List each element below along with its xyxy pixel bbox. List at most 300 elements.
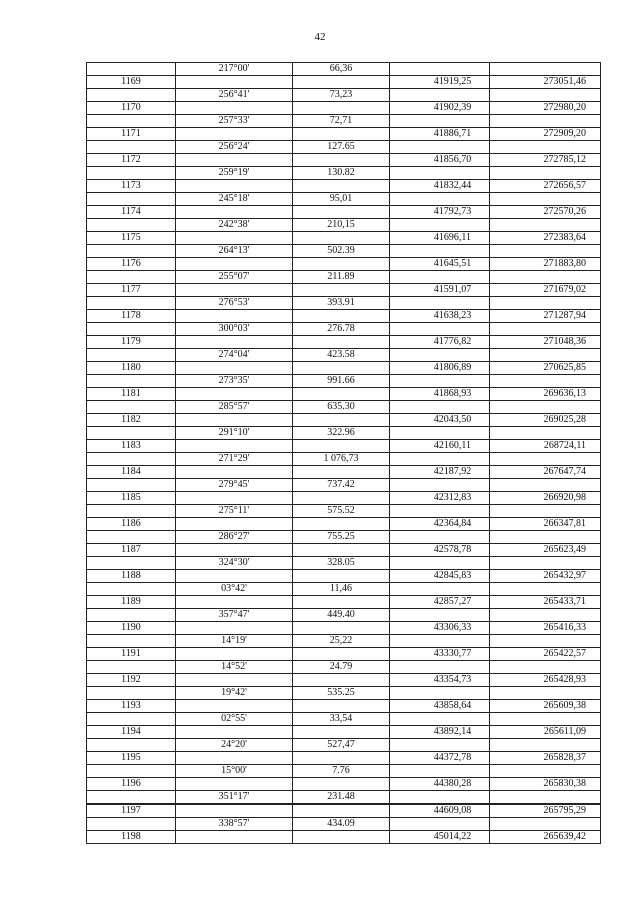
angle-cell: 285°57' bbox=[176, 401, 293, 414]
y-cell bbox=[490, 219, 601, 232]
y-cell bbox=[490, 245, 601, 258]
angle-cell: 300°03' bbox=[176, 323, 293, 336]
point-cell: 1197 bbox=[87, 804, 176, 818]
angle-cell bbox=[176, 492, 293, 505]
distance-cell bbox=[293, 726, 390, 739]
point-cell bbox=[87, 765, 176, 778]
y-cell: 268724,11 bbox=[490, 440, 601, 453]
y-cell: 271679,02 bbox=[490, 284, 601, 297]
point-cell bbox=[87, 115, 176, 128]
point-row bbox=[87, 700, 601, 713]
y-cell bbox=[490, 271, 601, 284]
x-cell: 42312,83 bbox=[390, 492, 490, 505]
leg-row bbox=[87, 583, 601, 596]
angle-cell: 256°41' bbox=[176, 89, 293, 102]
point-row bbox=[87, 804, 601, 818]
distance-cell bbox=[293, 388, 390, 401]
y-cell bbox=[490, 791, 601, 805]
y-cell bbox=[490, 635, 601, 648]
y-cell bbox=[490, 583, 601, 596]
distance-cell: 535.25 bbox=[293, 687, 390, 700]
distance-cell bbox=[293, 232, 390, 245]
angle-cell bbox=[176, 102, 293, 115]
angle-cell: 286°27' bbox=[176, 531, 293, 544]
point-cell: 1187 bbox=[87, 544, 176, 557]
y-cell bbox=[490, 505, 601, 518]
angle-cell bbox=[176, 622, 293, 635]
y-cell bbox=[490, 115, 601, 128]
y-cell: 265795,29 bbox=[490, 804, 601, 818]
point-cell: 1188 bbox=[87, 570, 176, 583]
angle-cell bbox=[176, 466, 293, 479]
distance-cell: 991.66 bbox=[293, 375, 390, 388]
distance-cell bbox=[293, 440, 390, 453]
point-row bbox=[87, 831, 601, 844]
distance-cell: 1 076,73 bbox=[293, 453, 390, 466]
x-cell: 41638,23 bbox=[390, 310, 490, 323]
x-cell: 41832,44 bbox=[390, 180, 490, 193]
distance-cell: 575.52 bbox=[293, 505, 390, 518]
distance-cell: 393.91 bbox=[293, 297, 390, 310]
x-cell: 42160,11 bbox=[390, 440, 490, 453]
x-cell bbox=[390, 687, 490, 700]
y-cell bbox=[490, 818, 601, 831]
y-cell bbox=[490, 479, 601, 492]
point-row bbox=[87, 128, 601, 141]
x-cell: 43330,77 bbox=[390, 648, 490, 661]
leg-row bbox=[87, 739, 601, 752]
distance-cell: 11,46 bbox=[293, 583, 390, 596]
distance-cell: 72,71 bbox=[293, 115, 390, 128]
x-cell: 43354,73 bbox=[390, 674, 490, 687]
y-cell: 271048,36 bbox=[490, 336, 601, 349]
leg-row bbox=[87, 427, 601, 440]
x-cell: 41856,70 bbox=[390, 154, 490, 167]
angle-cell: 257°33' bbox=[176, 115, 293, 128]
y-cell bbox=[490, 349, 601, 362]
point-cell: 1180 bbox=[87, 362, 176, 375]
angle-cell: 14°19' bbox=[176, 635, 293, 648]
y-cell bbox=[490, 141, 601, 154]
y-cell bbox=[490, 167, 601, 180]
point-cell: 1181 bbox=[87, 388, 176, 401]
distance-cell bbox=[293, 648, 390, 661]
point-row bbox=[87, 570, 601, 583]
angle-cell bbox=[176, 336, 293, 349]
point-row bbox=[87, 752, 601, 765]
x-cell bbox=[390, 349, 490, 362]
y-cell: 272570,26 bbox=[490, 206, 601, 219]
point-row bbox=[87, 102, 601, 115]
angle-cell bbox=[176, 831, 293, 844]
distance-cell: 25,22 bbox=[293, 635, 390, 648]
angle-cell: 351°17' bbox=[176, 791, 293, 805]
angle-cell bbox=[176, 804, 293, 818]
leg-row bbox=[87, 531, 601, 544]
point-cell bbox=[87, 89, 176, 102]
x-cell: 41696,11 bbox=[390, 232, 490, 245]
x-cell: 45014,22 bbox=[390, 831, 490, 844]
angle-cell bbox=[176, 674, 293, 687]
point-cell bbox=[87, 167, 176, 180]
point-cell bbox=[87, 739, 176, 752]
x-cell bbox=[390, 791, 490, 805]
angle-cell bbox=[176, 180, 293, 193]
angle-cell bbox=[176, 232, 293, 245]
leg-row bbox=[87, 193, 601, 206]
x-cell: 41886,71 bbox=[390, 128, 490, 141]
angle-cell bbox=[176, 700, 293, 713]
leg-row bbox=[87, 453, 601, 466]
angle-cell: 15°00' bbox=[176, 765, 293, 778]
x-cell bbox=[390, 193, 490, 206]
distance-cell bbox=[293, 831, 390, 844]
angle-cell bbox=[176, 778, 293, 791]
leg-row bbox=[87, 505, 601, 518]
x-cell: 41645,51 bbox=[390, 258, 490, 271]
point-cell: 1195 bbox=[87, 752, 176, 765]
x-cell bbox=[390, 739, 490, 752]
point-row bbox=[87, 778, 601, 791]
x-cell: 42187,92 bbox=[390, 466, 490, 479]
y-cell: 272909,20 bbox=[490, 128, 601, 141]
y-cell bbox=[490, 713, 601, 726]
angle-cell bbox=[176, 310, 293, 323]
x-cell bbox=[390, 818, 490, 831]
y-cell bbox=[490, 323, 601, 336]
point-row bbox=[87, 206, 601, 219]
x-cell: 42578,78 bbox=[390, 544, 490, 557]
x-cell bbox=[390, 323, 490, 336]
y-cell bbox=[490, 401, 601, 414]
y-cell: 273051,46 bbox=[490, 76, 601, 89]
angle-cell bbox=[176, 128, 293, 141]
point-cell: 1171 bbox=[87, 128, 176, 141]
y-cell bbox=[490, 661, 601, 674]
point-row bbox=[87, 180, 601, 193]
x-cell bbox=[390, 427, 490, 440]
x-cell bbox=[390, 635, 490, 648]
point-cell bbox=[87, 531, 176, 544]
angle-cell: 14°52' bbox=[176, 661, 293, 674]
distance-cell: 127.65 bbox=[293, 141, 390, 154]
leg-row bbox=[87, 63, 601, 76]
y-cell: 271883,80 bbox=[490, 258, 601, 271]
distance-cell: 210,15 bbox=[293, 219, 390, 232]
distance-cell bbox=[293, 76, 390, 89]
point-cell bbox=[87, 505, 176, 518]
point-cell: 1190 bbox=[87, 622, 176, 635]
x-cell bbox=[390, 505, 490, 518]
distance-cell: 449.40 bbox=[293, 609, 390, 622]
distance-cell: 755.25 bbox=[293, 531, 390, 544]
angle-cell bbox=[176, 752, 293, 765]
point-cell: 1170 bbox=[87, 102, 176, 115]
distance-cell: 95,01 bbox=[293, 193, 390, 206]
x-cell bbox=[390, 401, 490, 414]
point-row bbox=[87, 492, 601, 505]
distance-cell bbox=[293, 570, 390, 583]
distance-cell bbox=[293, 700, 390, 713]
point-row bbox=[87, 310, 601, 323]
x-cell bbox=[390, 713, 490, 726]
leg-row bbox=[87, 323, 601, 336]
point-row bbox=[87, 258, 601, 271]
point-cell bbox=[87, 427, 176, 440]
point-cell bbox=[87, 661, 176, 674]
point-row bbox=[87, 76, 601, 89]
coordinates-table bbox=[86, 62, 601, 844]
leg-row bbox=[87, 297, 601, 310]
distance-cell bbox=[293, 544, 390, 557]
angle-cell bbox=[176, 544, 293, 557]
angle-cell: 274°04' bbox=[176, 349, 293, 362]
y-cell bbox=[490, 739, 601, 752]
distance-cell bbox=[293, 128, 390, 141]
distance-cell: 7.76 bbox=[293, 765, 390, 778]
leg-row bbox=[87, 609, 601, 622]
y-cell: 267647,74 bbox=[490, 466, 601, 479]
point-cell: 1186 bbox=[87, 518, 176, 531]
angle-cell bbox=[176, 362, 293, 375]
angle-cell: 271°29' bbox=[176, 453, 293, 466]
point-cell bbox=[87, 609, 176, 622]
angle-cell bbox=[176, 570, 293, 583]
x-cell: 42043,50 bbox=[390, 414, 490, 427]
leg-row bbox=[87, 245, 601, 258]
angle-cell bbox=[176, 518, 293, 531]
distance-cell bbox=[293, 804, 390, 818]
x-cell: 41776,82 bbox=[390, 336, 490, 349]
angle-cell: 19°42' bbox=[176, 687, 293, 700]
y-cell: 265416,33 bbox=[490, 622, 601, 635]
distance-cell: 130.82 bbox=[293, 167, 390, 180]
y-cell: 272980,20 bbox=[490, 102, 601, 115]
y-cell: 265428,93 bbox=[490, 674, 601, 687]
x-cell bbox=[390, 765, 490, 778]
point-row bbox=[87, 648, 601, 661]
distance-cell bbox=[293, 518, 390, 531]
point-cell bbox=[87, 219, 176, 232]
angle-cell: 338°57' bbox=[176, 818, 293, 831]
x-cell: 43858,64 bbox=[390, 700, 490, 713]
y-cell bbox=[490, 453, 601, 466]
angle-cell: 03°42' bbox=[176, 583, 293, 596]
distance-cell: 66,36 bbox=[293, 63, 390, 76]
point-cell bbox=[87, 479, 176, 492]
point-cell bbox=[87, 713, 176, 726]
y-cell: 271287,94 bbox=[490, 310, 601, 323]
y-cell: 265828,37 bbox=[490, 752, 601, 765]
distance-cell bbox=[293, 102, 390, 115]
angle-cell: 324°30' bbox=[176, 557, 293, 570]
point-cell bbox=[87, 245, 176, 258]
y-cell: 265623,49 bbox=[490, 544, 601, 557]
point-cell bbox=[87, 818, 176, 831]
distance-cell bbox=[293, 596, 390, 609]
y-cell: 265433,71 bbox=[490, 596, 601, 609]
point-row bbox=[87, 466, 601, 479]
point-row bbox=[87, 622, 601, 635]
angle-cell: 357°47' bbox=[176, 609, 293, 622]
y-cell bbox=[490, 427, 601, 440]
point-cell: 1182 bbox=[87, 414, 176, 427]
distance-cell: 635.30 bbox=[293, 401, 390, 414]
point-row bbox=[87, 674, 601, 687]
distance-cell: 73,23 bbox=[293, 89, 390, 102]
point-cell bbox=[87, 635, 176, 648]
angle-cell bbox=[176, 76, 293, 89]
distance-cell: 276.78 bbox=[293, 323, 390, 336]
y-cell: 266920,98 bbox=[490, 492, 601, 505]
point-cell: 1169 bbox=[87, 76, 176, 89]
x-cell bbox=[390, 583, 490, 596]
distance-cell: 502.39 bbox=[293, 245, 390, 258]
y-cell: 265432,97 bbox=[490, 570, 601, 583]
y-cell bbox=[490, 765, 601, 778]
distance-cell: 211.89 bbox=[293, 271, 390, 284]
point-cell: 1179 bbox=[87, 336, 176, 349]
x-cell bbox=[390, 63, 490, 76]
angle-cell bbox=[176, 258, 293, 271]
leg-row bbox=[87, 661, 601, 674]
x-cell bbox=[390, 375, 490, 388]
y-cell: 265639,42 bbox=[490, 831, 601, 844]
distance-cell: 328.05 bbox=[293, 557, 390, 570]
point-cell: 1175 bbox=[87, 232, 176, 245]
leg-row bbox=[87, 167, 601, 180]
point-cell bbox=[87, 687, 176, 700]
point-cell: 1185 bbox=[87, 492, 176, 505]
x-cell: 42857,27 bbox=[390, 596, 490, 609]
x-cell: 43892,14 bbox=[390, 726, 490, 739]
page-number: 42 bbox=[314, 31, 326, 43]
point-cell bbox=[87, 349, 176, 362]
point-row bbox=[87, 232, 601, 245]
y-cell: 266347,81 bbox=[490, 518, 601, 531]
leg-row bbox=[87, 115, 601, 128]
y-cell: 265422,57 bbox=[490, 648, 601, 661]
leg-row bbox=[87, 141, 601, 154]
y-cell: 269025,28 bbox=[490, 414, 601, 427]
angle-cell bbox=[176, 206, 293, 219]
point-row bbox=[87, 414, 601, 427]
distance-cell bbox=[293, 310, 390, 323]
point-cell: 1172 bbox=[87, 154, 176, 167]
point-row bbox=[87, 544, 601, 557]
distance-cell bbox=[293, 778, 390, 791]
point-row bbox=[87, 388, 601, 401]
point-cell: 1177 bbox=[87, 284, 176, 297]
distance-cell: 33,54 bbox=[293, 713, 390, 726]
angle-cell: 291°10' bbox=[176, 427, 293, 440]
x-cell: 44609,08 bbox=[390, 804, 490, 818]
point-cell: 1183 bbox=[87, 440, 176, 453]
point-cell: 1174 bbox=[87, 206, 176, 219]
angle-cell: 273°35' bbox=[176, 375, 293, 388]
x-cell bbox=[390, 557, 490, 570]
x-cell bbox=[390, 89, 490, 102]
point-cell: 1194 bbox=[87, 726, 176, 739]
point-cell: 1193 bbox=[87, 700, 176, 713]
x-cell: 42364,84 bbox=[390, 518, 490, 531]
distance-cell: 527,47 bbox=[293, 739, 390, 752]
point-cell bbox=[87, 401, 176, 414]
distance-cell bbox=[293, 752, 390, 765]
angle-cell bbox=[176, 596, 293, 609]
distance-cell bbox=[293, 180, 390, 193]
y-cell bbox=[490, 297, 601, 310]
angle-cell bbox=[176, 414, 293, 427]
distance-cell bbox=[293, 466, 390, 479]
point-cell bbox=[87, 271, 176, 284]
x-cell: 41902,39 bbox=[390, 102, 490, 115]
point-cell bbox=[87, 323, 176, 336]
y-cell bbox=[490, 63, 601, 76]
leg-row bbox=[87, 818, 601, 831]
angle-cell bbox=[176, 154, 293, 167]
point-row bbox=[87, 440, 601, 453]
x-cell bbox=[390, 167, 490, 180]
angle-cell bbox=[176, 726, 293, 739]
y-cell bbox=[490, 687, 601, 700]
angle-cell: 245°18' bbox=[176, 193, 293, 206]
distance-cell bbox=[293, 206, 390, 219]
point-row bbox=[87, 726, 601, 739]
y-cell bbox=[490, 89, 601, 102]
x-cell bbox=[390, 219, 490, 232]
x-cell bbox=[390, 609, 490, 622]
y-cell: 272656,57 bbox=[490, 180, 601, 193]
point-row bbox=[87, 596, 601, 609]
point-cell bbox=[87, 141, 176, 154]
x-cell: 41792,73 bbox=[390, 206, 490, 219]
x-cell bbox=[390, 141, 490, 154]
point-cell bbox=[87, 583, 176, 596]
y-cell: 272785,12 bbox=[490, 154, 601, 167]
y-cell: 265830,38 bbox=[490, 778, 601, 791]
distance-cell bbox=[293, 154, 390, 167]
angle-cell: 255°07' bbox=[176, 271, 293, 284]
angle-cell: 276°53' bbox=[176, 297, 293, 310]
angle-cell bbox=[176, 284, 293, 297]
x-cell: 43306,33 bbox=[390, 622, 490, 635]
distance-cell: 322.96 bbox=[293, 427, 390, 440]
point-cell bbox=[87, 63, 176, 76]
angle-cell: 259°19' bbox=[176, 167, 293, 180]
y-cell: 269636,13 bbox=[490, 388, 601, 401]
x-cell bbox=[390, 661, 490, 674]
leg-row bbox=[87, 791, 601, 805]
point-cell bbox=[87, 297, 176, 310]
leg-row bbox=[87, 765, 601, 778]
point-row bbox=[87, 362, 601, 375]
distance-cell: 24.79 bbox=[293, 661, 390, 674]
point-cell bbox=[87, 375, 176, 388]
x-cell: 42845,83 bbox=[390, 570, 490, 583]
distance-cell bbox=[293, 492, 390, 505]
leg-row bbox=[87, 219, 601, 232]
distance-cell bbox=[293, 362, 390, 375]
leg-row bbox=[87, 557, 601, 570]
x-cell bbox=[390, 245, 490, 258]
point-cell: 1176 bbox=[87, 258, 176, 271]
y-cell bbox=[490, 375, 601, 388]
y-cell: 265611,09 bbox=[490, 726, 601, 739]
point-cell: 1196 bbox=[87, 778, 176, 791]
leg-row bbox=[87, 479, 601, 492]
x-cell bbox=[390, 479, 490, 492]
